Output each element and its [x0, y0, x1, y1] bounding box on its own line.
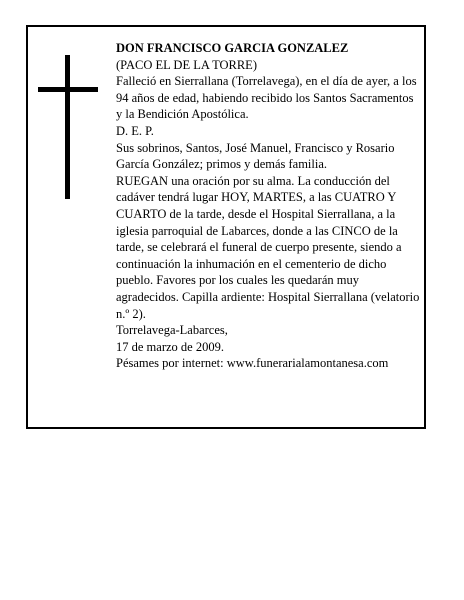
cross-icon [38, 55, 98, 199]
condolences-text: Pésames por internet: www.funerarialamontanesa.com [116, 356, 389, 371]
place-text: Torrelavega-Labarces, [116, 323, 228, 338]
rip-text: D. E. P. [116, 123, 154, 138]
notice-body [116, 40, 421, 372]
deceased-nickname: (PACO EL DE LA TORRE) [116, 57, 257, 72]
deceased-name: DON FRANCISCO GARCIA GONZALEZ [116, 41, 349, 55]
obituary-notice [26, 25, 426, 429]
cross-vertical-bar [65, 55, 70, 199]
funeral-details: RUEGAN una oración por su alma. La conducción del cadáver tendrá lugar HOY, MARTES, a las CUATRO Y CUARTO de la tarde, desde el Hospital Sierrallana, a la iglesia parroquial de Labarces, donde a las CINCO de la tarde, se celebrará el funeral de cuerpo presente, siendo a continuación la inhumación en el cementerio de dicho pueblo. Favores por los cuales les quedarán muy agradecidos. Capilla ardiente: Hospital Sierrallana (velatorio n.º 2). [116, 173, 420, 321]
death-announcement: Falleció en Sierrallana (Torrelavega), en el día de ayer, a los 94 años de edad, habiendo recibido los Santos Sacramentos y la Bendición Apostólica. [116, 74, 417, 122]
date-text: 17 de marzo de 2009. [116, 339, 224, 354]
family-text: Sus sobrinos, Santos, José Manuel, Francisco y Rosario García González; primos y demás familia. [116, 140, 395, 172]
cross-horizontal-bar [38, 87, 98, 92]
